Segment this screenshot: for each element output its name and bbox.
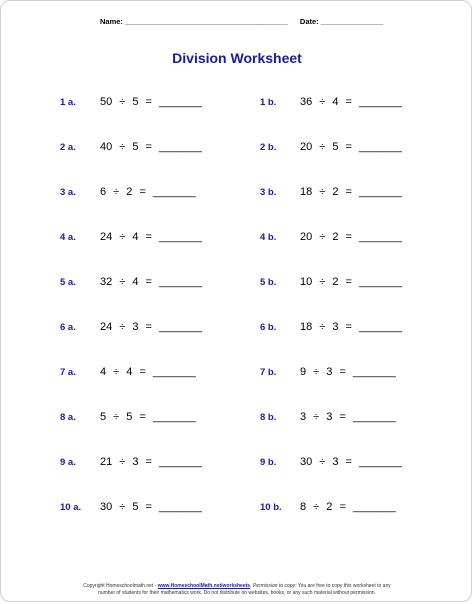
problem-expression: 21 ÷ 3 = _______ (100, 456, 202, 468)
problem-label: 10 a. (60, 501, 82, 513)
problem-expression: 20 ÷ 5 = _______ (300, 141, 402, 153)
date-label: Date: (299, 17, 319, 26)
problem-2a (60, 139, 202, 155)
problem-2b (260, 139, 402, 155)
problem-expression: 3 ÷ 3 = _______ (300, 411, 396, 423)
problem-label: 3 a. (60, 186, 76, 198)
problem-label: 1 a. (60, 96, 76, 108)
problem-label: 4 b. (260, 231, 277, 243)
problem-expression: 24 ÷ 3 = _______ (100, 321, 202, 333)
problem-label: 9 a. (60, 456, 76, 468)
problem-label: 5 a. (60, 276, 76, 288)
problem-expression: 36 ÷ 4 = _______ (300, 96, 402, 108)
problem-expression: 18 ÷ 3 = _______ (300, 321, 402, 333)
problem-label: 2 b. (260, 141, 277, 153)
problem-3b (260, 184, 402, 200)
problem-label: 6 b. (260, 321, 277, 333)
problem-7a (60, 364, 196, 380)
problem-expression: 20 ÷ 2 = _______ (300, 231, 402, 243)
footer-line2: number of students for their mathematics work. Do not distribute on websites, books, or any such material without permission. (98, 590, 376, 596)
problem-label: 9 b. (260, 456, 277, 468)
name-label: Name: (100, 17, 123, 26)
problem-label: 8 b. (260, 411, 277, 423)
problem-label: 3 b. (260, 186, 277, 198)
problem-expression: 32 ÷ 4 = _______ (100, 276, 202, 288)
problem-5b (260, 274, 402, 290)
problem-label: 1 b. (260, 96, 277, 108)
problem-label: 2 a. (60, 141, 76, 153)
problem-7b (260, 364, 396, 380)
date-blank: _______________ (320, 17, 384, 26)
problem-label: 7 a. (60, 366, 76, 378)
footer-copyright: Copyright Homeschoolmath.net - www.HomeschoolMath.net/worksheets. Permission to copy: You are free to copy this worksheet to any number of students for their mathematics work. Do not distribute on websites, books, or any such material without permission. (83, 583, 391, 596)
problem-6b (260, 319, 402, 335)
footer-permission-label: Permission to copy: (252, 583, 297, 589)
worksheet-title: Division Worksheet (172, 50, 302, 66)
problem-label: 6 a. (60, 321, 76, 333)
problem-expression: 8 ÷ 2 = _______ (300, 501, 396, 513)
problem-8b (260, 409, 396, 425)
problem-9b (260, 454, 402, 470)
problem-label: 10 b. (260, 501, 282, 513)
problem-6a (60, 319, 202, 335)
problem-3a (60, 184, 196, 200)
problem-label: 8 a. (60, 411, 76, 423)
problem-4b (260, 229, 402, 245)
problem-5a (60, 274, 202, 290)
footer-link[interactable]: www.HomeschoolMath.net/worksheets (157, 583, 251, 589)
footer-copyright-text: Copyright Homeschoolmath.net - (83, 583, 158, 589)
problem-label: 4 a. (60, 231, 76, 243)
problem-8a (60, 409, 196, 425)
problem-1a (60, 94, 202, 110)
problem-expression: 30 ÷ 5 = _______ (100, 501, 202, 513)
problem-expression: 10 ÷ 2 = _______ (300, 276, 402, 288)
problem-label: 7 b. (260, 366, 277, 378)
problem-expression: 6 ÷ 2 = _______ (100, 186, 196, 198)
problem-10b (260, 499, 396, 515)
problem-4a (60, 229, 202, 245)
problem-expression: 40 ÷ 5 = _______ (100, 141, 202, 153)
problem-expression: 4 ÷ 4 = _______ (100, 366, 196, 378)
footer-permission-text: You are free to copy this worksheet to any (296, 583, 391, 589)
problem-label: 5 b. (260, 276, 277, 288)
problem-10a (60, 499, 202, 515)
problem-expression: 30 ÷ 3 = _______ (300, 456, 402, 468)
problem-expression: 50 ÷ 5 = _______ (100, 96, 202, 108)
problem-expression: 18 ÷ 2 = _______ (300, 186, 402, 198)
problem-expression: 9 ÷ 3 = _______ (300, 366, 396, 378)
problem-1b (260, 94, 402, 110)
problem-expression: 24 ÷ 4 = _______ (100, 231, 202, 243)
name-blank: _______________________________________ (125, 17, 288, 26)
problem-9a (60, 454, 202, 470)
problem-expression: 5 ÷ 5 = _______ (100, 411, 196, 423)
